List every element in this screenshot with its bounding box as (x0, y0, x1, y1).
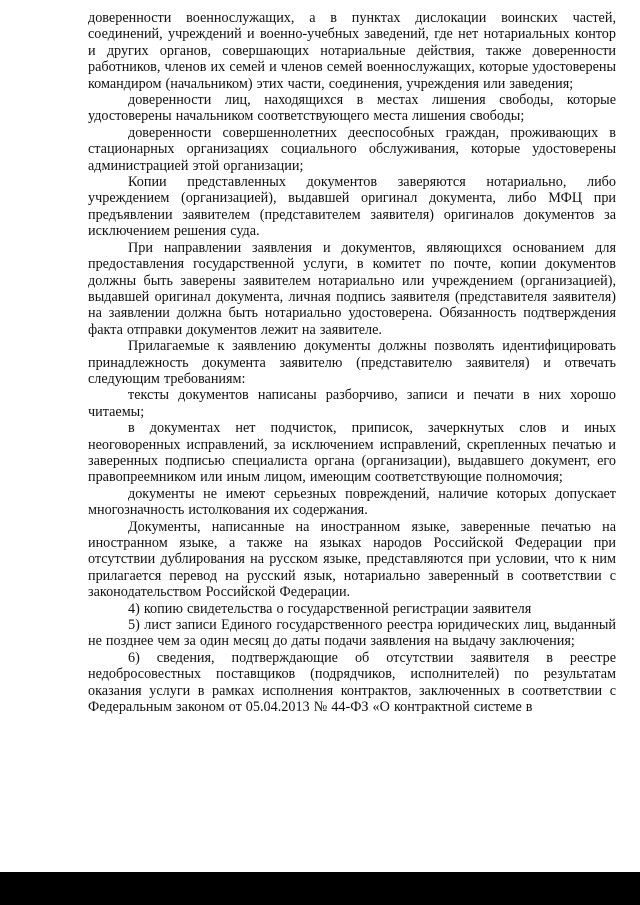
paragraph-requirement-no-corrections: в документах нет подчисток, приписок, зачеркнутых слов и иных неоговоренных исправлений, за исключением исправлений, скрепленных печатью и заверенных подписью специалиста органа (организации), выдавшего документ, его правопреемником или иным лицом, имеющим соответствующие полномочия; (88, 420, 616, 486)
paragraph-copies-certification: Копии представленных документов заверяются нотариально, либо учреждением (организацией), выдавшей оригинал документа, либо МФЦ при предъявлении заявителем (представителем заявителя) оригиналов документов за исключением решения суда. (88, 174, 616, 240)
paragraph-military-powers: доверенности военнослужащих, а в пунктах дислокации воинских частей, соединений, учреждений и военно-учебных заведений, где нет нотариальных контор и других органов, совершающих нотариальные действия, также доверенности работников, членов их семей и членов семей военнослужащих, которые удостоверены командиром (начальником) этих части, соединения, учреждения или заведения; (88, 10, 616, 92)
document-page (88, 10, 616, 715)
list-item-6: 6) сведения, подтверждающие об отсутствии заявителя в реестре недобросовестных поставщиков (подрядчиков, исполнителей) по результатам оказания услуги в рамках исполнения контрактов, заключенных в соответствии с Федеральным законом от 05.04.2013 № 44-ФЗ «О контрактной системе в (88, 649, 616, 716)
paragraph-prison-powers: доверенности лиц, находящихся в местах лишения свободы, которые удостоверены начальником соответствующего места лишения свободы; (88, 92, 616, 125)
paragraph-document-requirements: Прилагаемые к заявлению документы должны позволять идентифицировать принадлежность документа заявителю (представителю заявителя) и отвечать следующим требованиям: (88, 338, 616, 387)
paragraph-requirement-legible: тексты документов написаны разборчиво, записи и печати в них хорошо читаемы; (88, 387, 616, 420)
paragraph-foreign-language: Документы, написанные на иностранном языке, заверенные печатью на иностранном языке, а также на языках народов Российской Федерации при отсутствии дублирования на русском языке, представляются при условии, что к ним прилагается перевод на русский язык, нотариально заверенный в соответствии с законодательством Российской Федерации. (88, 518, 616, 601)
paragraph-postal-submission: При направлении заявления и документов, являющихся основанием для предоставления государственной услуги, в комитет по почте, копии документов должны быть заверены заявителем нотариально или учреждением (организацией), выдавшей оригинал документа, личная подпись заявителя (представителя заявителя) на заявлении должна быть нотариально удостоверена. Обязанность подтверждения факта отправки документов лежит на заявителе. (88, 239, 616, 338)
paragraph-social-care-powers: доверенности совершеннолетних дееспособных граждан, проживающих в стационарных организациях социального обслуживания, которые удостоверены администрацией этой организации; (88, 124, 616, 174)
list-item-5: 5) лист записи Единого государственного реестра юридических лиц, выданный не позднее чем за один месяц до даты подачи заявления на выдачу заключения; (88, 617, 616, 650)
list-item-4: 4) копию свидетельства о государственной регистрации заявителя (128, 600, 532, 617)
paragraph-requirement-no-damage: документы не имеют серьезных повреждений, наличие которых допускает многозначность истолкования их содержания. (88, 485, 616, 519)
scan-bottom-edge (0, 872, 640, 905)
